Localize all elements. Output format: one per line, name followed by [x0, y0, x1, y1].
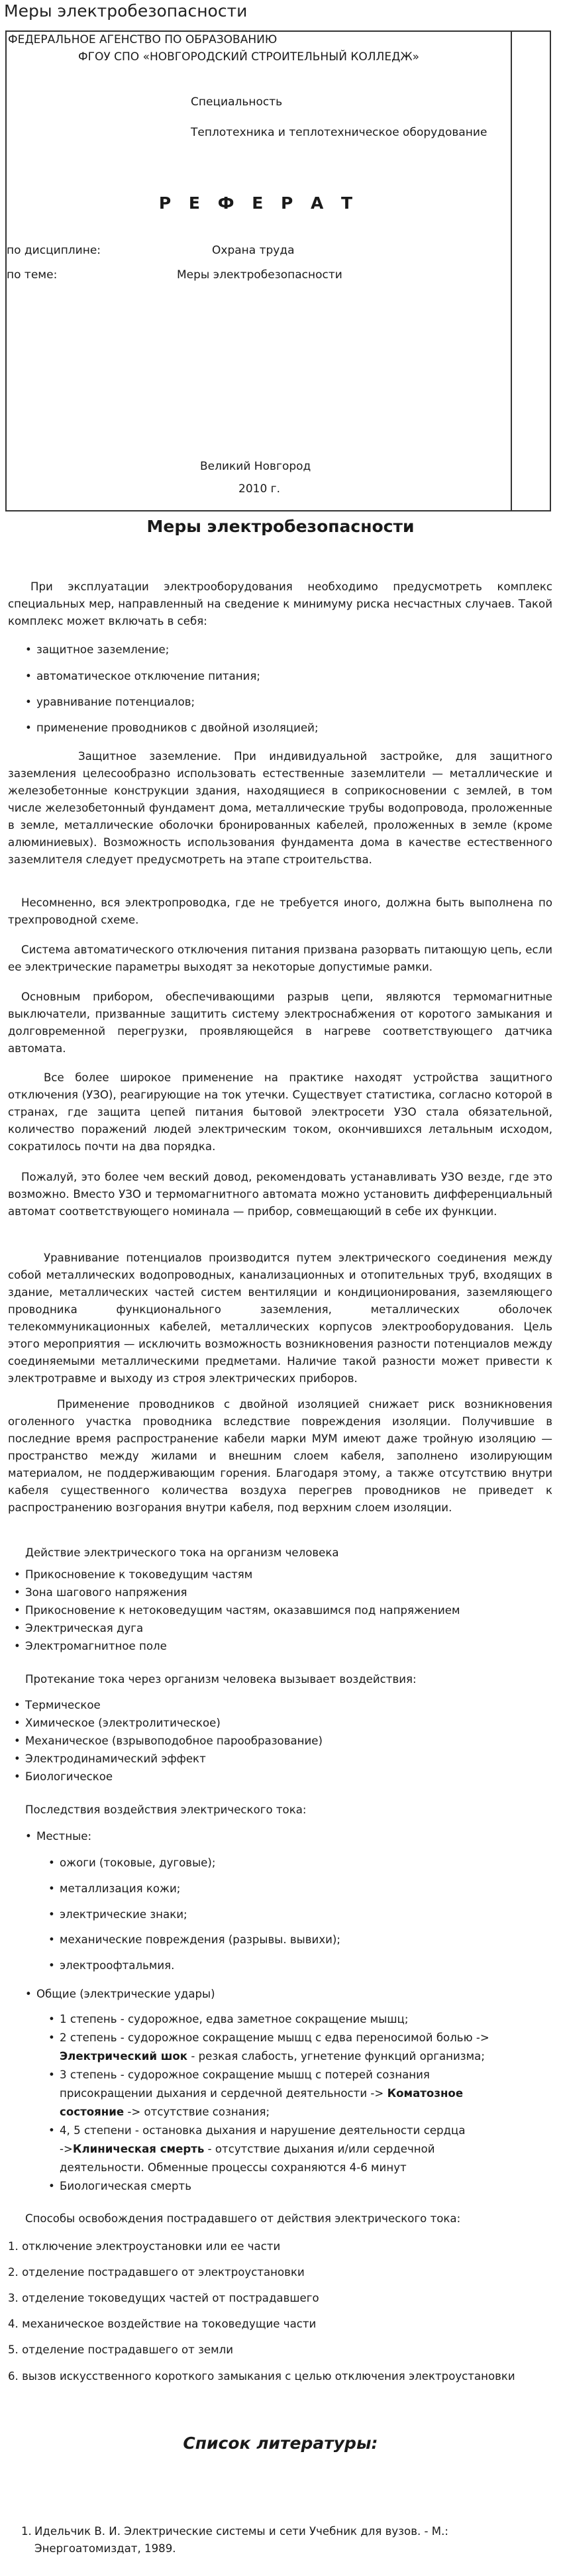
- rcd-recommend-paragraph: Пожалуй, это более чем веский довод, рекомендовать устанавливать УЗО везде, где это возможно. Вместо УЗО и термомагнитного автомата можно установить дифференциальный автомат соответствующего номинала — прибор, совмещающий в себе их функции.: [8, 1171, 552, 1218]
- effect-item: • Электродинамический эффект: [14, 1752, 206, 1765]
- effect-item: • Термическое: [14, 1699, 101, 1711]
- specialty-label: Специальность: [191, 95, 283, 109]
- general-label: • Общие (электрические удары): [25, 1988, 215, 2000]
- topic-label: по теме:: [7, 268, 58, 282]
- local-item: • электроофтальмия.: [48, 1959, 175, 1972]
- literature-item: 1. Идельчик В. И. Электрические системы и сети Учебник для вузов. - М.:: [21, 2525, 448, 2538]
- frame-inner-border: [511, 32, 512, 510]
- release-heading: Способы освобождения пострадавшего от действия электрического тока:: [25, 2212, 461, 2225]
- specialty-value: Теплотехника и теплотехническое оборудование: [191, 126, 487, 139]
- auto-off-paragraph: Система автоматического отключения питания призвана разорвать питающую цепь, если ее электрические параметры выходят за некоторые допустимые рамки.: [8, 943, 552, 973]
- college-name: ФГОУ СПО «НОВГОРОДСКИЙ СТРОИТЕЛЬНЫЙ КОЛЛЕДЖ»: [78, 50, 420, 64]
- degree-3: • 3 степень - судорожное сокращение мышц с потерей сознания: [48, 2068, 430, 2081]
- wiring-paragraph: Несомненно, вся электропроводка, где не требуется иного, должна быть выполнена по трехпроводной схеме.: [8, 896, 552, 926]
- effect-item: • Биологическое: [14, 1770, 113, 1783]
- document-title: Меры электробезопасности: [4, 1, 248, 21]
- release-step-6: 6. вызов искусственного короткого замыкания с целью отключения электроустановки: [8, 2370, 515, 2383]
- discipline-label: по дисциплине:: [7, 244, 101, 257]
- literature-heading: Список литературы:: [183, 2434, 378, 2453]
- degree-4-5-cont2: деятельности. Обменные процессы сохраняются 4-6 минут: [60, 2161, 407, 2174]
- action-heading: Действие электрического тока на организм человека: [25, 1546, 339, 1559]
- biological-death: • Биологическая смерть: [48, 2180, 191, 2192]
- intro-paragraph: При эксплуатации электрооборудования необходимо предусмотреть комплекс специальных мер, направленный на сведение к минимуму риска несчастных случаев. Такой комплекс может включать в себя:: [8, 580, 552, 627]
- effect-item: • Химическое (электролитическое): [14, 1717, 221, 1729]
- main-heading: Меры электробезопасности: [146, 517, 415, 536]
- local-item: • электрические знаки;: [48, 1908, 187, 1921]
- measure-item: • применение проводников с двойной изоляцией;: [25, 722, 319, 734]
- measure-item: • защитное заземление;: [25, 643, 170, 656]
- local-item: • механические повреждения (разрывы. вывихи);: [48, 1933, 340, 1946]
- release-step: 2. отделение пострадавшего от электроустановки: [8, 2266, 305, 2279]
- local-item: • металлизация кожи;: [48, 1882, 181, 1895]
- grounding-paragraph: Защитное заземление. При индивидуальной застройке, для защитного заземления целесообразно использовать естественные заземлители — металлические и железобетонные конструкции здания, находящиеся в соприкосновении с землей, в том числе железобетонный фундамент дома, металлические трубы водопровода, проложенные в земле, металлические оболочки бронированных кабелей, проложенных в земле (кроме алюминиевых). Возможность использования фундамента дома в качестве естественного заземлителя следует предусмотреть на этапе строительства.: [8, 750, 552, 866]
- double-insulation-paragraph: Применение проводников с двойной изоляцией снижает риск возникновения оголенного участка проводника вследствие повреждения изоляции. Получившие в последние время распространение кабели марки МУМ имеют даже тройную изоляцию — пространство между жилами и внешним слоем кабеля, заполнено изолирующим материалом, не поддерживающим горения. Благодаря этому, а также отсутствию внутри кабеля существенного количества воздуха перегрев проводников не приведет к распространению возгорания внутри кабеля, под верхним слоем изоляции.: [8, 1398, 552, 1514]
- degree-4-5: • 4, 5 степени - остановка дыхания и нарушение деятельности сердца: [48, 2124, 466, 2137]
- city: Великий Новгород: [200, 460, 311, 473]
- release-step: 4. механическое воздействие на токоведущие части: [8, 2318, 317, 2330]
- degree-3-cont2: состояние -> отсутствие сознания;: [60, 2106, 270, 2118]
- consequences-heading: Последствия воздействия электрического тока:: [25, 1803, 307, 1816]
- action-item: • Зона шагового напряжения: [14, 1586, 187, 1599]
- agency-name: ФЕДЕРАЛЬНОЕ АГЕНСТВО ПО ОБРАЗОВАНИЮ: [8, 33, 278, 46]
- year: 2010 г.: [238, 482, 281, 496]
- degree-3-cont: присокращении дыхания и сердечной деятельности -> Коматозное: [60, 2087, 464, 2100]
- degree-2-cont: Электрический шок - резкая слабость, угнетение функций организма;: [60, 2050, 485, 2063]
- measure-item: • автоматическое отключение питания;: [25, 670, 260, 682]
- release-step: 3. отделение токоведущих частей от пострадавшего: [8, 2292, 319, 2304]
- action-item: • Электрическая дуга: [14, 1622, 144, 1635]
- effects-heading: Протекание тока через организм человека вызывает воздействия:: [25, 1673, 417, 1686]
- referat-heading: Р Е Ф Е Р А Т: [158, 193, 359, 213]
- rcd-paragraph: Все более широкое применение на практике находят устройства защитного отключения (УЗО), реагирующие на ток утечки. Существует статистика, согласно которой в странах, где защита цепей питания бытовой электросети УЗО стала обязательной, количество поражений людей электрическим током, окончившихся летальным исходом, сократилось почти на два порядка.: [8, 1071, 552, 1153]
- topic-value: Меры электробезопасности: [177, 268, 342, 282]
- effect-item: • Механическое (взрывоподобное парообразование): [14, 1735, 323, 1747]
- release-step: 5. отделение пострадавшего от земли: [8, 2343, 234, 2356]
- degree-2: • 2 степень - судорожное сокращение мышц с едва переносимой болью ->: [48, 2031, 489, 2044]
- literature-item-cont: Энергоатомиздат, 1989.: [34, 2542, 176, 2555]
- measure-item: • уравнивание потенциалов;: [25, 696, 195, 708]
- discipline-value: Охрана труда: [212, 244, 295, 257]
- title-page-frame: [5, 30, 551, 511]
- action-item: • Прикосновение к токоведущим частям: [14, 1568, 253, 1581]
- local-label: • Местные:: [25, 1830, 92, 1843]
- degree-1: • 1 степень - судорожное, едва заметное сокращение мышц;: [48, 2013, 409, 2025]
- equipotential-paragraph: Уравнивание потенциалов производится путем электрического соединения между собой металлических водопроводных, канализационных и отопительных труб, входящих в здание, металлических частей систем вентиляции и кондиционирования, заземляющего проводника функционального заземления, металлических оболочек телекоммуникационных кабелей, металлических корпусов электрооборудования. Цель этого мероприятия — исключить возможность возникновения разности потенциалов между соединяемыми металлическими предметами. Наличие такой разности может привести к электротравме и выходу из строя электрических приборов.: [8, 1252, 552, 1385]
- action-item: • Прикосновение к нетоковедущим частям, оказавшимся под напряжением: [14, 1604, 460, 1617]
- degree-4-5-cont: ->Клиническая смерть - отсутствие дыхания и/или сердечной: [60, 2143, 435, 2155]
- release-step: 1. отключение электроустановки или ее части: [8, 2240, 281, 2253]
- action-item: • Электромагнитное поле: [14, 1640, 167, 1652]
- local-item: • ожоги (токовые, дуговые);: [48, 1856, 216, 1869]
- breakers-paragraph: Основным прибором, обеспечивающими разрыв цепи, являются термомагнитные выключатели, призванные защитить систему электроснабжения от коротого замыкания и долговременной перегрузки, проявляющейся в нагреве соответствующего датчика автомата.: [8, 991, 552, 1055]
